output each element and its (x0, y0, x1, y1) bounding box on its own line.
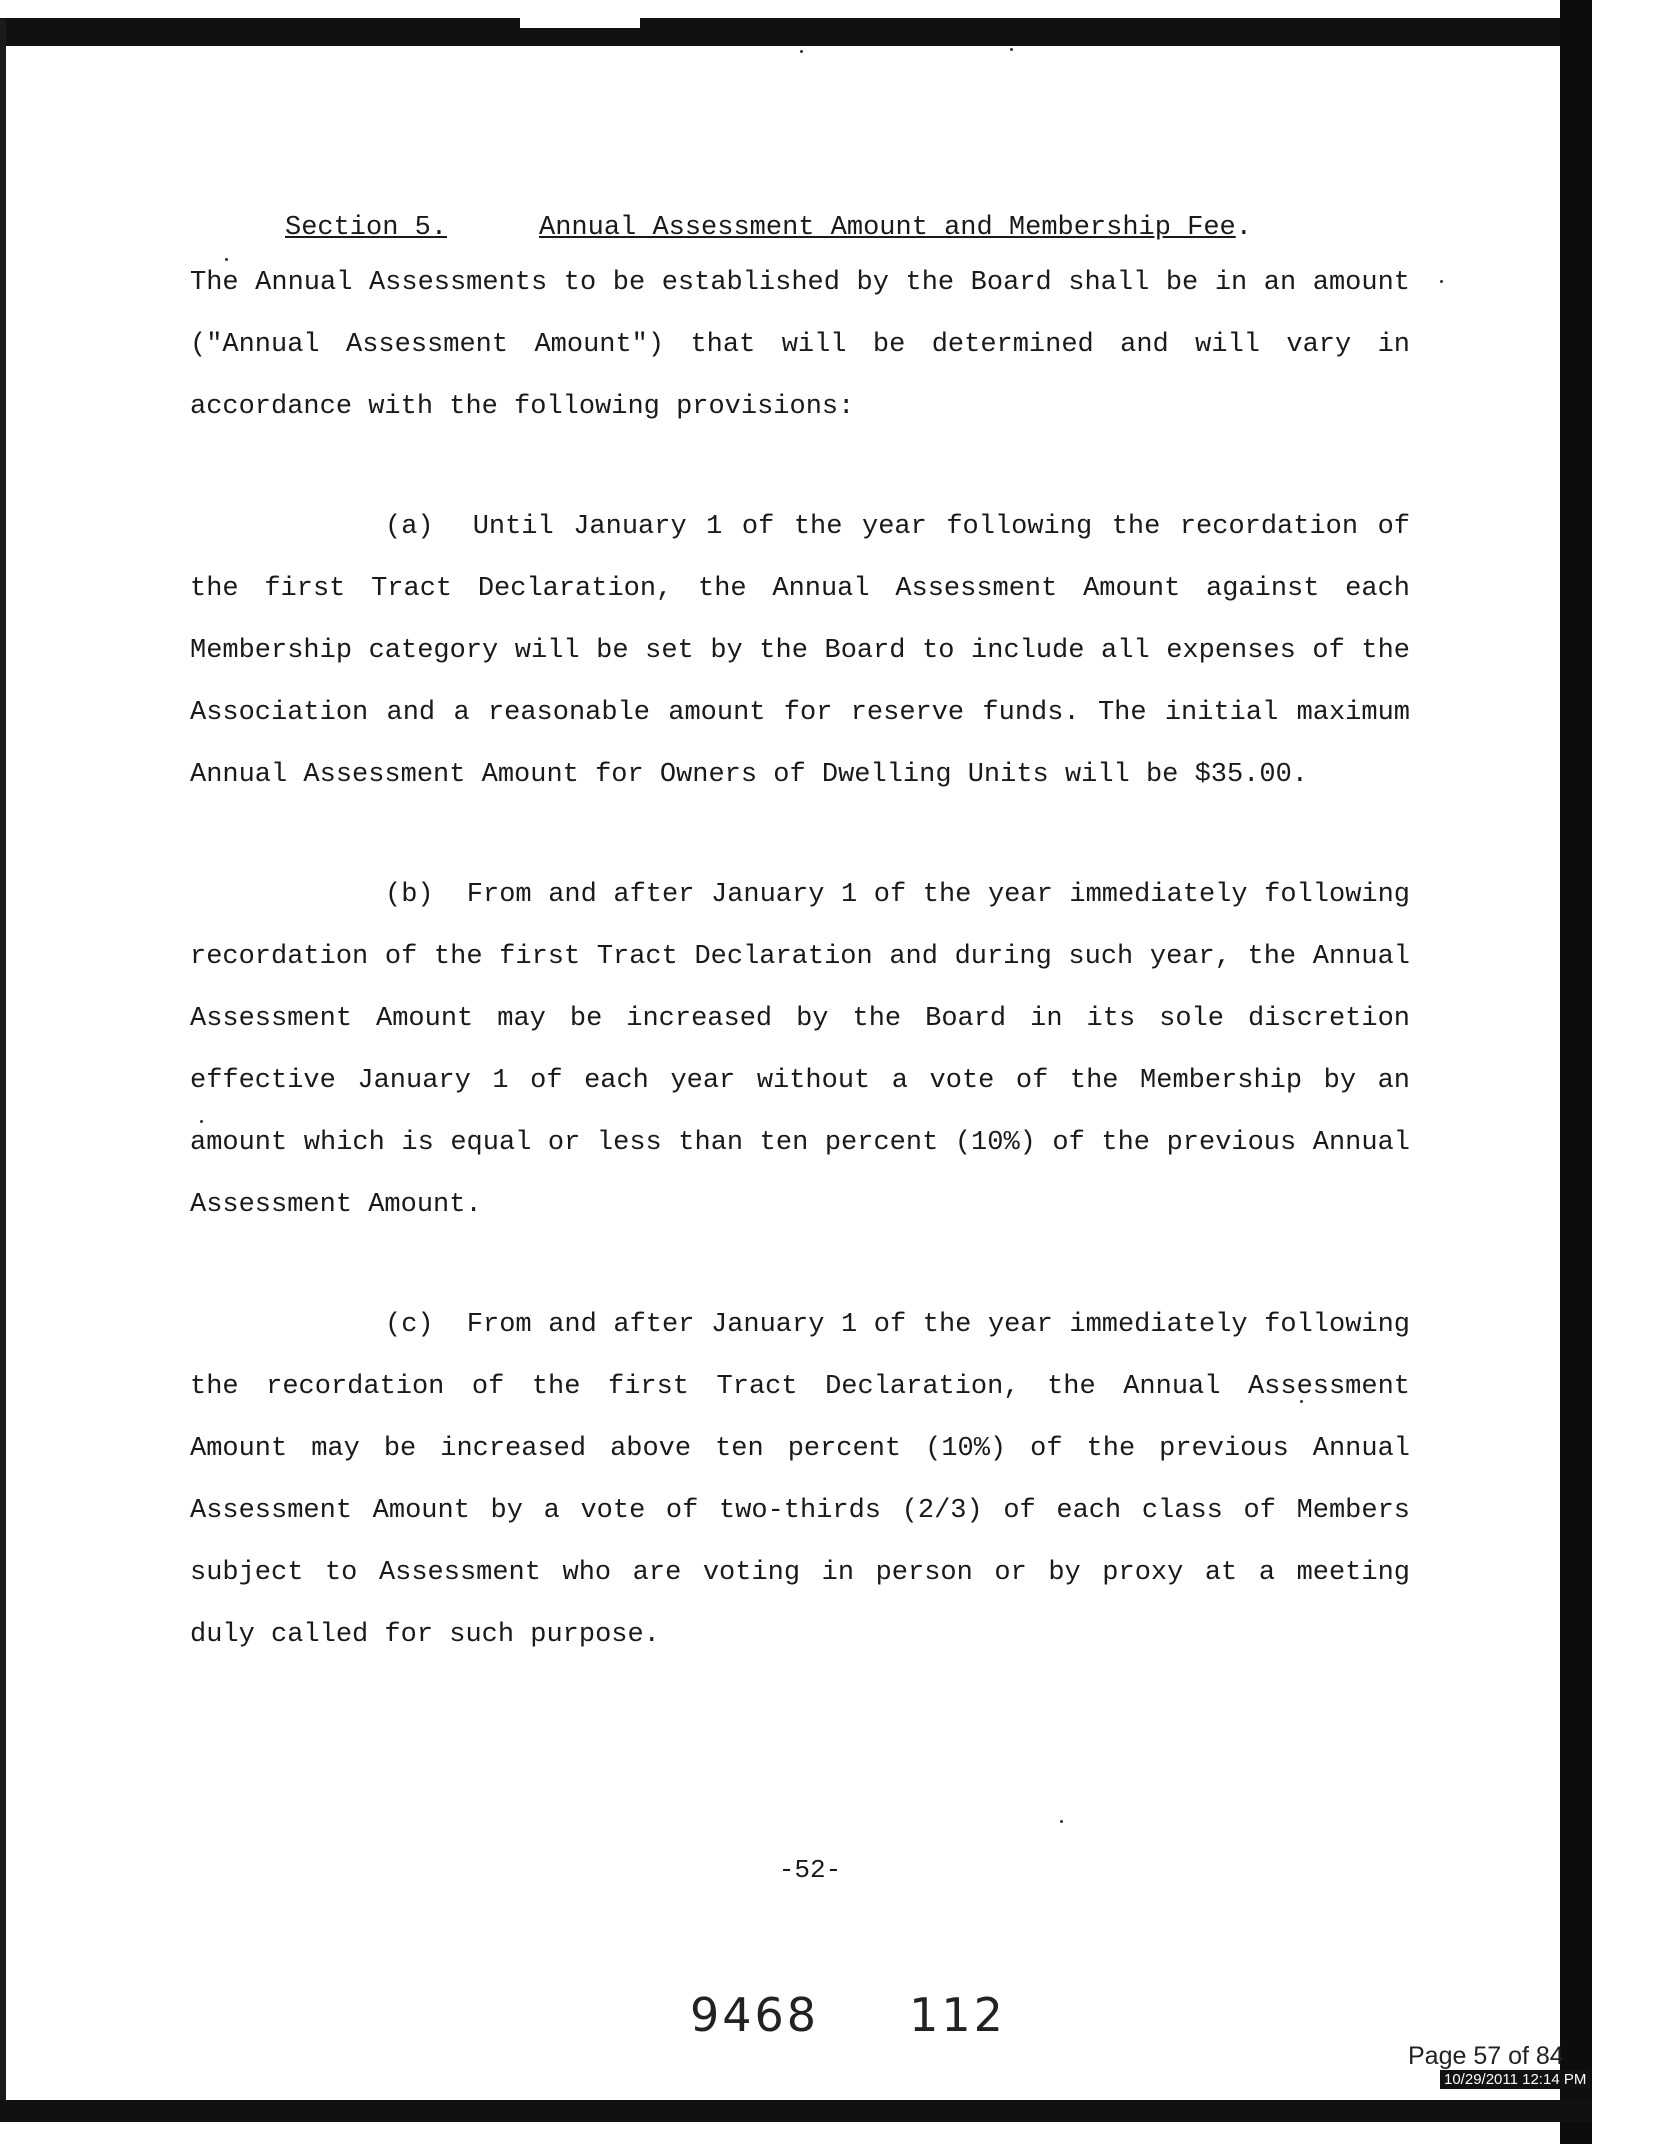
document-body (190, 210, 1410, 1666)
section-heading (190, 210, 1410, 246)
intro-paragraph: The Annual Assessments to be established by the Board shall be in an amount ("Annual Assessment Amount") that will be determined and will vary in accordance with the following provisions: (190, 268, 1410, 422)
handwritten-book-number: 9468 (690, 1988, 820, 2042)
provision-b-label: (b) (385, 880, 434, 910)
provision-a (190, 496, 1410, 806)
page-number: -52- (778, 1855, 842, 1885)
section-title-period: . (1235, 213, 1252, 243)
provision-a-text: Until January 1 of the year following the recordation of the first Tract Declaration, the Annual Assessment Amount against each Membership category will be set by the Board to include all expenses of the Association and a reasonable amount for reserve funds. The initial maximum Annual Assessment Amount for Owners of Dwelling Units will be $35.00. (190, 512, 1411, 790)
scan-border-right (1560, 0, 1592, 2144)
scan-timestamp: 10/29/2011 12:14 PM (1440, 2070, 1590, 2089)
scan-border-bottom (0, 2100, 1592, 2122)
scan-speck (800, 50, 803, 53)
scan-speck (1060, 1820, 1063, 1823)
section-number: Section 5. (285, 213, 448, 243)
scan-speck (1010, 48, 1013, 51)
scan-border-top (0, 18, 1575, 46)
handwritten-numbers (690, 1988, 1006, 2042)
provision-c-text: From and after January 1 of the year immediately following the recordation of the first Tract Declaration, the Annual Assessment Amount may be increased above ten percent (10%) of the previous Annual Assessment Amount by a vote of two-thirds (2/3) of each class of Members subject to Assessment who are voting in person or by proxy at a meeting duly called for such purpose. (190, 1310, 1411, 1650)
scan-border-left (0, 18, 6, 2118)
page-of-indicator: Page 57 of 84 (1408, 2042, 1564, 2070)
provision-c (190, 1294, 1410, 1666)
provision-b-text: From and after January 1 of the year immediately following recordation of the first Tract Declaration and during such year, the Annual Assessment Amount may be increased by the Board in its sole discretion effective January 1 of each year without a vote of the Membership by an amount which is equal or less than ten percent (10%) of the previous Annual Assessment Amount. (190, 880, 1411, 1220)
section-title: Annual Assessment Amount and Membership Fee (539, 213, 1236, 243)
handwritten-page-number: 112 (909, 1988, 1006, 2042)
scan-border-gap (520, 18, 640, 28)
provision-b (190, 864, 1410, 1236)
provision-c-label: (c) (385, 1310, 434, 1340)
scan-speck (1440, 280, 1443, 283)
provision-a-label: (a) (385, 512, 434, 542)
